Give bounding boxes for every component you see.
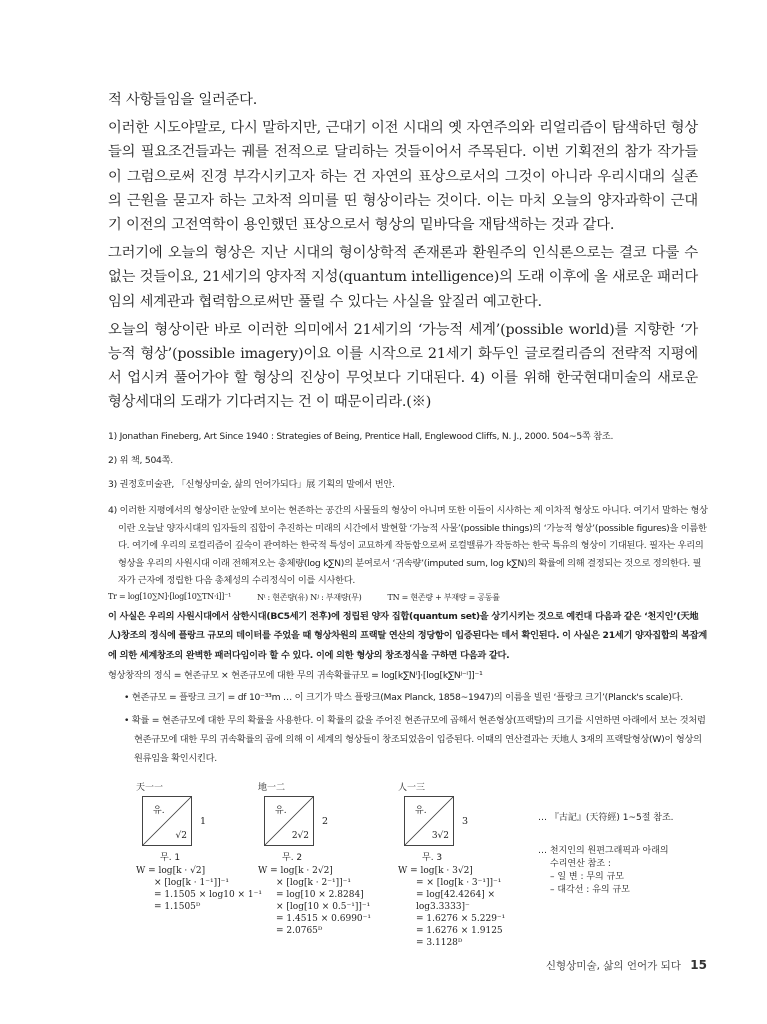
box-value: √2 xyxy=(175,831,187,841)
equation-line: = 3.1128ᴰ xyxy=(416,938,463,948)
equation-line: = 1.1505ᴰ xyxy=(154,902,201,912)
side-value: 3 xyxy=(462,816,469,827)
paragraph: 이러한 시도야말로, 다시 말하지만, 근대기 이전 시대의 옛 자연주의와 리얼리즘이 탐색하던 형상들의 필요조건들과는 궤를 전적으로 달리하는 것들이어서 주목된다. 이번 기획전의 참가 작가들이 그럼으로써 진경 부각시키고자 하는 건 자연의 표상으로서의 그것이 아니라 우리시대의 실존의 근원을 묻고자 하는 고차적 의미를 띤 형상이라는 것이다. 이는 마치 오늘의 양자과학이 근대기 이전의 고전역학이 용인했던 표상으로서 형상의 밑바닥을 재탐색하는 것과 같다. xyxy=(108,120,698,234)
equation-line: = 1.4515 × 0.6990⁻¹ xyxy=(276,914,372,924)
formula-tr: Tr = log[10∑N]·[log[10∑TN·i]]⁻¹ xyxy=(108,591,232,601)
footnote-1: 1) Jonathan Fineberg, Art Since 1940 : Strategies of Being, Prentice Hall, Englewood Cliffs, N. J., 2000. 504~5쪽 참조. xyxy=(108,431,614,442)
equation-line: = 1.1505 × log10 × 1⁻¹ xyxy=(154,890,263,900)
ref-line: – 대각선 : 유의 규모 xyxy=(550,885,630,895)
diagram-title: 地一二 xyxy=(258,783,286,793)
yu-label: 유. xyxy=(153,806,165,816)
equation-line: = log[42.4264] × log3.3333]⁻ xyxy=(416,890,496,912)
equation-line: = × [log[k · 3⁻¹]]⁻¹ xyxy=(416,878,502,888)
bullet-planck: • 현존규모 = 플랑크 크기 = df 10⁻³³m … 이 크기가 막스 플랑크(Max Planck, 1858~1947)의 이름을 빌린 ‘플랑크 크기’(Planck's scale)다. xyxy=(124,692,683,703)
yu-label: 유. xyxy=(275,806,287,816)
equation-line: = 2.0765ᴰ xyxy=(276,926,323,936)
formula-legend: Nⁱ : 현존량(유) Nʲ : 부재량(무) xyxy=(257,592,362,602)
ref-line: 수리연산 참조 : xyxy=(550,859,611,869)
yu-label: 유. xyxy=(415,806,427,816)
square-box xyxy=(264,796,314,846)
box-value: 3√2 xyxy=(431,831,449,841)
footnotes xyxy=(108,430,708,768)
paragraph: 오늘의 형상이란 바로 이러한 의미에서 21세기의 ‘가능적 세계’(possible world)를 지향한 ‘가능적 형상’(possible imagery)이요 이를 시작으로 21세기 화두인 글로컬리즘의 전략적 지평에서 업시켜 풀어가야 할 형상의 진상이 무엇보다 기대된다. 4) 이를 위해 한국현대미술의 새로운 형상세대의 도래가 기다려지는 건 이 때문이리라.(※) xyxy=(108,321,698,411)
mu-label: 무. 2 xyxy=(282,853,303,863)
body-text xyxy=(108,88,698,419)
square-box xyxy=(142,796,192,846)
diagram-human xyxy=(398,780,528,949)
diagram-references xyxy=(538,810,718,895)
page-footer xyxy=(546,958,707,973)
ref-line: … 천지인의 원편그래픽과 아래의 xyxy=(538,846,669,856)
box-value: 2√2 xyxy=(291,831,309,841)
equation-line: × [log[k · 1⁻¹]]⁻¹ xyxy=(154,878,229,888)
equation-line: W = log[k · 3√2] xyxy=(398,866,473,876)
bullet-probability: • 확률 = 현존규모에 대한 무의 확률을 사용한다. 이 확률의 값을 주어진 현존규모에 곱해서 현존형상(프랙탈)의 크기를 시연하면 아래에서 보는 것처럼 현존규모에 대한 무의 귀속확률의 곱에 의해 이 세계의 형상들이 창조되었음이 입증된다. 이때의 연산결과는 天地人 3재의 프랙탈형상(W)이 형상의 원류임을 확인시킨다. xyxy=(124,715,706,764)
mu-label: 무. 3 xyxy=(422,853,443,863)
footnote-4: 4) 이러한 지평에서의 형상이란 눈앞에 보이는 현존하는 공간의 사물들의 형상이 아니며 또한 이들이 시사하는 제 이차적 형상도 아니다. 여기서 말하는 형상이란 오늘날 양자시대의 입자들의 집합이 추진하는 미래의 시간에서 발현할 ‘가능적 사물’(possible things)의 ‘가능적 형상’(possible figures)을 이름한다. 여기에 우리의 로컬리즘이 깊숙이 관여하는 한국적 특성이 교묘하게 작동함으로써 로컬밸류가 작동하는 한국 특유의 형상이 기대된다. 필자는 우리의 형상을 우리의 사원시대 이래 전해져오는 총체량(log k∑N)의 분여로서 ‘귀속량’(imputed sum, log k∑N)의 확률에 의해 결정되는 것으로 정의한다. 필자가 근자에 정립한 다음 총체성의 수리정식이 이를 시사한다. xyxy=(108,505,708,586)
diagram-heaven xyxy=(136,780,266,913)
footnote-2: 2) 위 책, 504쪽. xyxy=(108,455,173,466)
diagram-earth xyxy=(258,780,388,937)
creation-formula: 형상창작의 정식 = 현존규모 × 현존규모에 대한 무의 귀속확률규모 = log[k∑Nⁱ]·[log[k∑Nʲ⁻ⁱ]]⁻¹ xyxy=(108,670,483,681)
paragraph: 그러기에 오늘의 형상은 지난 시대의 형이상학적 존재론과 환원주의 인식론으로는 결코 다룰 수 없는 것들이요, 21세기의 양자적 지성(quantum intelligence)의 도래 이후에 올 새로운 패러다임의 세계관과 협력함으로써만 풀릴 수 있다는 사실을 앞질러 예고한다. xyxy=(108,245,698,310)
diagram-title: 天一一 xyxy=(136,783,164,793)
footer-title: 신형상미술, 삶의 언어가 되다 xyxy=(545,960,681,972)
equation-line: = log[10 × 2.8284] xyxy=(276,890,364,900)
square-box xyxy=(404,796,454,846)
equation xyxy=(398,865,528,949)
equation-line: × [log[k · 2⁻¹]]⁻¹ xyxy=(276,878,351,888)
diagram-title: 人一三 xyxy=(398,783,426,793)
ref-line: … 『古記』(天符經) 1~5절 참조. xyxy=(538,813,674,823)
mu-label: 무. 1 xyxy=(160,853,181,863)
ref-line: – 일 변 : 무의 규모 xyxy=(550,872,625,882)
totality-formula xyxy=(108,592,708,603)
equation-line: = 1.6276 × 1.9125 xyxy=(416,926,503,936)
equation xyxy=(136,865,266,913)
side-value: 2 xyxy=(322,816,329,827)
equation-line: = 1.6276 × 5.229⁻¹ xyxy=(416,914,506,924)
page-number: 15 xyxy=(690,958,707,972)
equation-line: W = log[k · √2] xyxy=(136,866,206,876)
equation-line: × [log[10 × 0.5⁻¹]]⁻¹ xyxy=(276,902,371,912)
side-value: 1 xyxy=(200,816,207,827)
formula-tn: TN = 현존량 + 부재량 = 공동률 xyxy=(387,592,500,602)
paragraph: 적 사항들임을 일러준다. xyxy=(108,92,258,108)
footnote-3: 3) 권정호미술관, 「신형상미술, 삶의 언어가되다」展 기획의 말에서 번안. xyxy=(108,479,395,490)
equation xyxy=(258,865,388,937)
diagrams xyxy=(108,780,708,950)
equation-line: W = log[k · 2√2] xyxy=(258,866,333,876)
bold-note: 이 사실은 우리의 사원시대에서 삼한시대(BC5세기 전후)에 정립된 양자 집합(quantum set)을 상기시키는 것으로 예컨대 다음과 같은 ‘천지인’(天地人)창조의 정식에 플랑크 규모의 데이터를 주었을 때 형상차원의 프랙탈 연산의 정당함이 입증된다는 데서 확인된다. 이 사실은 21세기 양자집합의 복잡계에 의한 세계창조의 완벽한 패러다임이라 할 수 있다. 이에 의한 형상의 창조정식을 구하면 다음과 같다. xyxy=(108,610,707,661)
